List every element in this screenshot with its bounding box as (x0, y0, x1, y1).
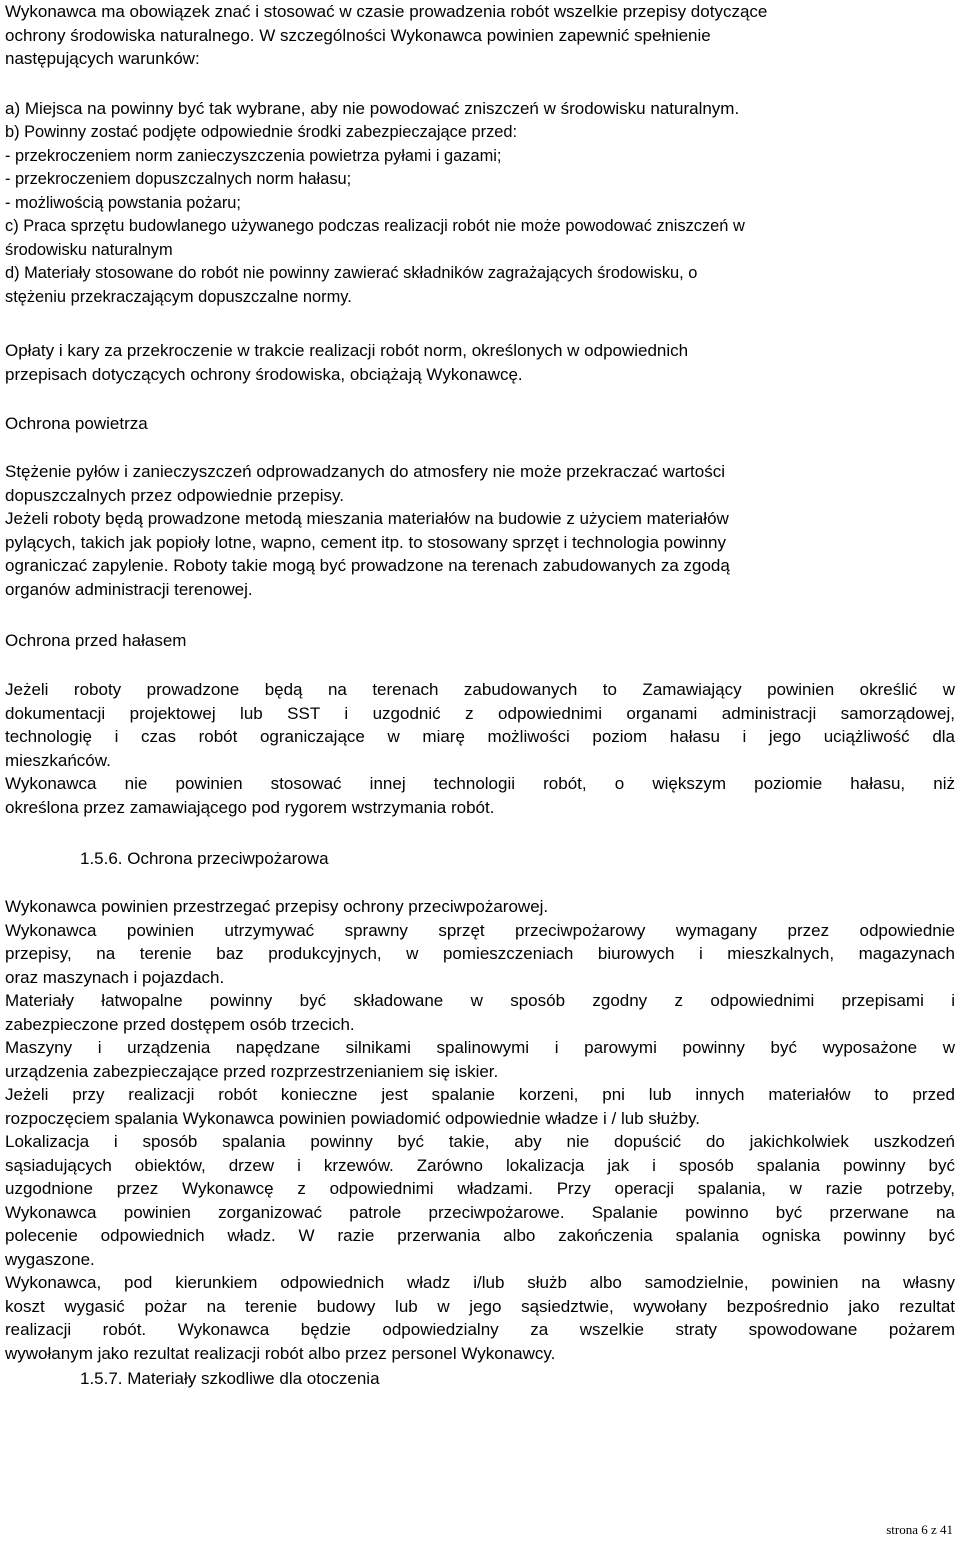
air-p2-line-1: Jeżeli roboty będą prowadzone metodą mieszania materiałów na budowie z użyciem materiałów (5, 509, 729, 528)
noise-p2-line-1: Wykonawca nie powinien stosować innej technologii robót, o większym poziomie hałasu, niż (5, 774, 955, 793)
fire-p2-line-3: oraz maszynach i pojazdach. (5, 967, 225, 987)
list-item-a: a) Miejsca na powinny być tak wybrane, aby nie powodować zniszczeń w środowisku naturalnym. (5, 99, 740, 118)
fire-p7-line-2: koszt wygasić pożar na terenie budowy lub w jego sąsiedztwie, wywołany bezpośrednio jako rezultat (5, 1296, 955, 1316)
fees-paragraph (5, 339, 955, 386)
fire-protection-section (5, 895, 955, 1365)
air-protection-section (5, 460, 955, 601)
fire-p5-line-1: Jeżeli przy realizacji robót konieczne jest spalanie korzeni, pni lub innych materiałów to przed (5, 1085, 955, 1104)
fire-p7-line-4: wywołanym jako rezultat realizacji robót albo przez personel Wykonawcy. (5, 1343, 556, 1363)
fire-p5-line-2: rozpoczęciem spalania Wykonawca powinien powiadomić odpowiednie władze i / lub służby. (5, 1108, 701, 1128)
air-p2-line-3: ograniczać zapylenie. Roboty takie mogą być prowadzone na terenach zabudowanych za zgodą (5, 556, 730, 575)
fees-line-1: Opłaty i kary za przekroczenie w trakcie realizacji robót norm, określonych w odpowiednich (5, 341, 689, 360)
fire-p6-line-2: sąsiadujących obiektów, drzew i krzewów. Zarówno lokalizacja jak i sposób spalania powinny być (5, 1155, 955, 1175)
requirements-list (5, 97, 955, 121)
list-item-d-line-1: d) Materiały stosowane do robót nie powinny zawierać składników zagrażających środowisku, o (5, 264, 698, 282)
list-item-b: b) Powinny zostać podjęte odpowiednie środki zabezpieczające przed: (5, 123, 518, 141)
list-item-c-line-1: c) Praca sprzętu budowlanego używanego podczas realizacji robót nie może powodować zniszczeń w (5, 217, 745, 235)
fire-p6-line-5: polecenie odpowiednich władz. W razie przerwania albo zakończenia spalania ogniska powinny być (5, 1226, 955, 1245)
noise-p1-line-3: technologię i czas robót ograniczające w miarę możliwości poziom hałasu i jego uciążliwość dla (5, 727, 955, 746)
air-p1-line-2: dopuszczalnych przez odpowiednie przepisy. (5, 485, 344, 505)
noise-p1-line-2: dokumentacji projektowej lub SST i uzgodnić z odpowiednimi organami administracji samorządowej, (5, 703, 955, 723)
noise-protection-heading: Ochrona przed hałasem (5, 631, 187, 650)
page-number: strona 6 z 41 (886, 1522, 953, 1537)
intro-paragraph (5, 0, 955, 71)
air-protection-heading: Ochrona powietrza (5, 414, 148, 433)
fire-p1: Wykonawca powinien przestrzegać przepisy ochrony przeciwpożarowej. (5, 897, 549, 916)
air-p2-line-2: pylących, takich jak popioły lotne, wapno, cement itp. to stosowany sprzęt i technologia powinny (5, 532, 727, 552)
fire-p6-line-6: wygaszone. (5, 1249, 95, 1269)
fire-p7-line-1: Wykonawca, pod kierunkiem odpowiednich władz i/lub służb albo samodzielnie, powinien na własny (5, 1273, 955, 1292)
fire-protection-heading: 1.5.6. Ochrona przeciwpożarowa (80, 849, 329, 868)
requirements-list-cont (5, 121, 955, 309)
fire-p3-line-2: zabezpieczone przed dostępem osób trzecich. (5, 1014, 355, 1034)
noise-protection-section (5, 678, 955, 819)
list-item-b-dash-1: - przekroczeniem norm zanieczyszczenia powietrza pyłami i gazami; (5, 146, 502, 165)
noise-p1-line-4: mieszkańców. (5, 750, 111, 770)
harmful-materials-heading: 1.5.7. Materiały szkodliwe dla otoczenia (80, 1369, 380, 1388)
fire-p6-line-3: uzgodnione przez Wykonawcę z odpowiednimi władzami. Przy operacji spalania, w razie potrzeby, (5, 1179, 955, 1198)
fire-p3-line-1: Materiały łatwopalne powinny być składowane w sposób zgodny z odpowiednimi przepisami i (5, 991, 955, 1010)
fire-p6-line-4: Wykonawca powinien zorganizować patrole przeciwpożarowe. Spalanie powinno być przerwane na (5, 1202, 955, 1222)
intro-line-2: ochrony środowiska naturalnego. W szczególności Wykonawca powinien zapewnić spełnienie (5, 25, 711, 45)
list-item-b-dash-2: - przekroczeniem dopuszczalnych norm hałasu; (5, 170, 352, 188)
noise-p2-line-2: określona przez zamawiającego pod rygorem wstrzymania robót. (5, 797, 495, 817)
air-p2-line-4: organów administracji terenowej. (5, 579, 253, 599)
intro-line-3: następujących warunków: (5, 49, 200, 68)
list-item-c-line-2: środowisku naturalnym (5, 240, 173, 259)
fire-p2-line-1: Wykonawca powinien utrzymywać sprawny sprzęt przeciwpożarowy wymagany przez odpowiednie (5, 920, 955, 940)
fire-p6-line-1: Lokalizacja i sposób spalania powinny być takie, aby nie dopuścić do jakichkolwiek uszkodzeń (5, 1132, 955, 1151)
list-item-d-line-2: stężeniu przekraczającym dopuszczalne normy. (5, 287, 352, 306)
fire-p7-line-3: realizacji robót. Wykonawca będzie odpowiedzialny za wszelkie straty spowodowane pożarem (5, 1320, 955, 1339)
fire-p4-line-1: Maszyny i urządzenia napędzane silnikami spalinowymi i parowymi powinny być wyposażone w (5, 1038, 955, 1057)
fees-line-2: przepisach dotyczących ochrony środowiska, obciążają Wykonawcę. (5, 364, 523, 384)
intro-line-1: Wykonawca ma obowiązek znać i stosować w czasie prowadzenia robót wszelkie przepisy dotyczące (5, 2, 768, 21)
fire-p2-line-2: przepisy, na terenie baz produkcyjnych, w pomieszczeniach biurowych i mieszkalnych, magazynach (5, 944, 955, 963)
noise-p1-line-1: Jeżeli roboty prowadzone będą na terenach zabudowanych to Zamawiający powinien określić w (5, 680, 955, 699)
fire-p4-line-2: urządzenia zabezpieczające przed rozprzestrzenianiem się iskier. (5, 1061, 499, 1081)
air-p1-line-1: Stężenie pyłów i zanieczyszczeń odprowadzanych do atmosfery nie może przekraczać wartości (5, 462, 725, 481)
list-item-b-dash-3: - możliwością powstania pożaru; (5, 193, 241, 212)
